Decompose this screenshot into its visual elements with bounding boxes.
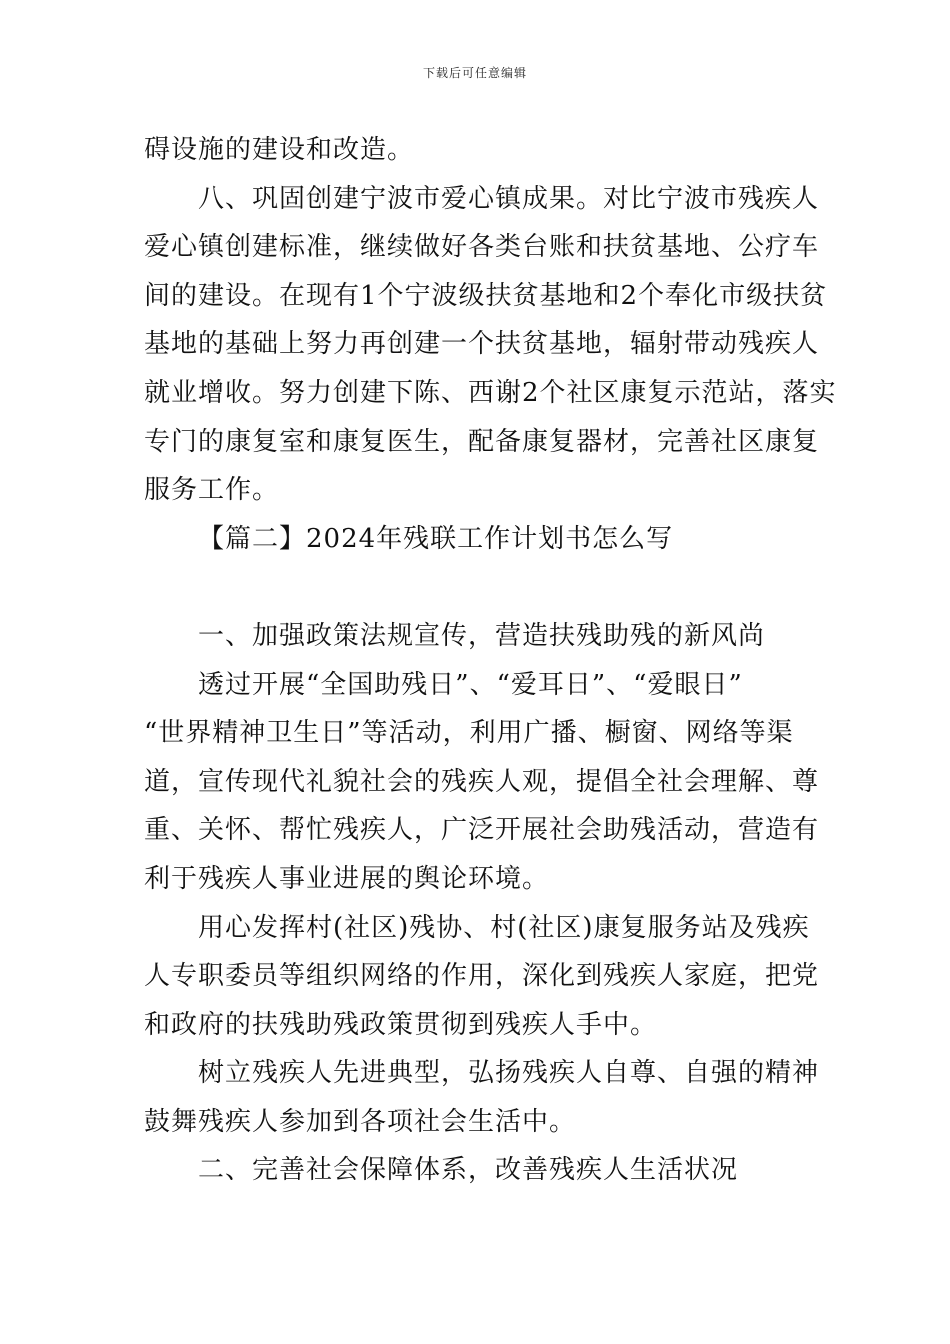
paragraph-line: 间的建设。在现有1个宁波级扶贫基地和2个奉化市级扶贫 xyxy=(144,280,828,311)
blank-line xyxy=(144,563,808,612)
paragraph-line: 碍设施的建设和改造。 xyxy=(144,135,415,165)
paragraph-line: 利于残疾人事业进展的舆论环境。 xyxy=(144,863,550,894)
section-heading: 一、加强政策法规宣传，营造扶残助残的新风尚 xyxy=(198,620,766,651)
paragraph-line: 透过开展“全国助残日”、“爱耳日”、“爱眼日” xyxy=(198,669,743,700)
paragraph-line: “世界精神卫生日”等活动，利用广播、橱窗、网络等渠 xyxy=(144,718,794,749)
page-header: 下载后可任意编辑 xyxy=(422,66,527,80)
section-heading: 二、完善社会保障体系，改善残疾人生活状况 xyxy=(198,1155,739,1186)
paragraph-line: 八、巩固创建宁波市爱心镇成果。对比宁波市残疾人 xyxy=(198,183,820,214)
section-title: 【篇二】2024年残联工作计划书怎么写 xyxy=(198,523,674,554)
paragraph-line: 重、关怀、帮忙残疾人，广泛开展社会助残活动，营造有 xyxy=(144,815,820,846)
paragraph-line: 专门的康复室和康复医生，配备康复器材，完善社区康复 xyxy=(144,426,820,457)
paragraph-line: 用心发挥村(社区)残协、村(社区)康复服务站及残疾 xyxy=(198,912,810,943)
paragraph-line: 人专职委员等组织网络的作用，深化到残疾人家庭，把党 xyxy=(144,961,820,992)
paragraph-line: 树立残疾人先进典型，弘扬残疾人自尊、自强的精神 xyxy=(198,1058,820,1089)
paragraph-line: 就业增收。努力创建下陈、西谢2个社区康复示范站，落实 xyxy=(144,377,837,408)
paragraph-line: 基地的基础上努力再创建一个扶贫基地，辐射带动残疾人 xyxy=(144,329,820,360)
paragraph-line: 鼓舞残疾人参加到各项社会生活中。 xyxy=(144,1106,577,1137)
paragraph-line: 和政府的扶残助残政策贯彻到残疾人手中。 xyxy=(144,1009,658,1040)
paragraph-line: 服务工作。 xyxy=(144,475,280,506)
paragraph-line: 爱心镇创建标准，继续做好各类台账和扶贫基地、公疗车 xyxy=(144,232,820,263)
paragraph-line: 道，宣传现代礼貌社会的残疾人观，提倡全社会理解、尊 xyxy=(144,766,820,797)
document-body xyxy=(144,126,837,1195)
